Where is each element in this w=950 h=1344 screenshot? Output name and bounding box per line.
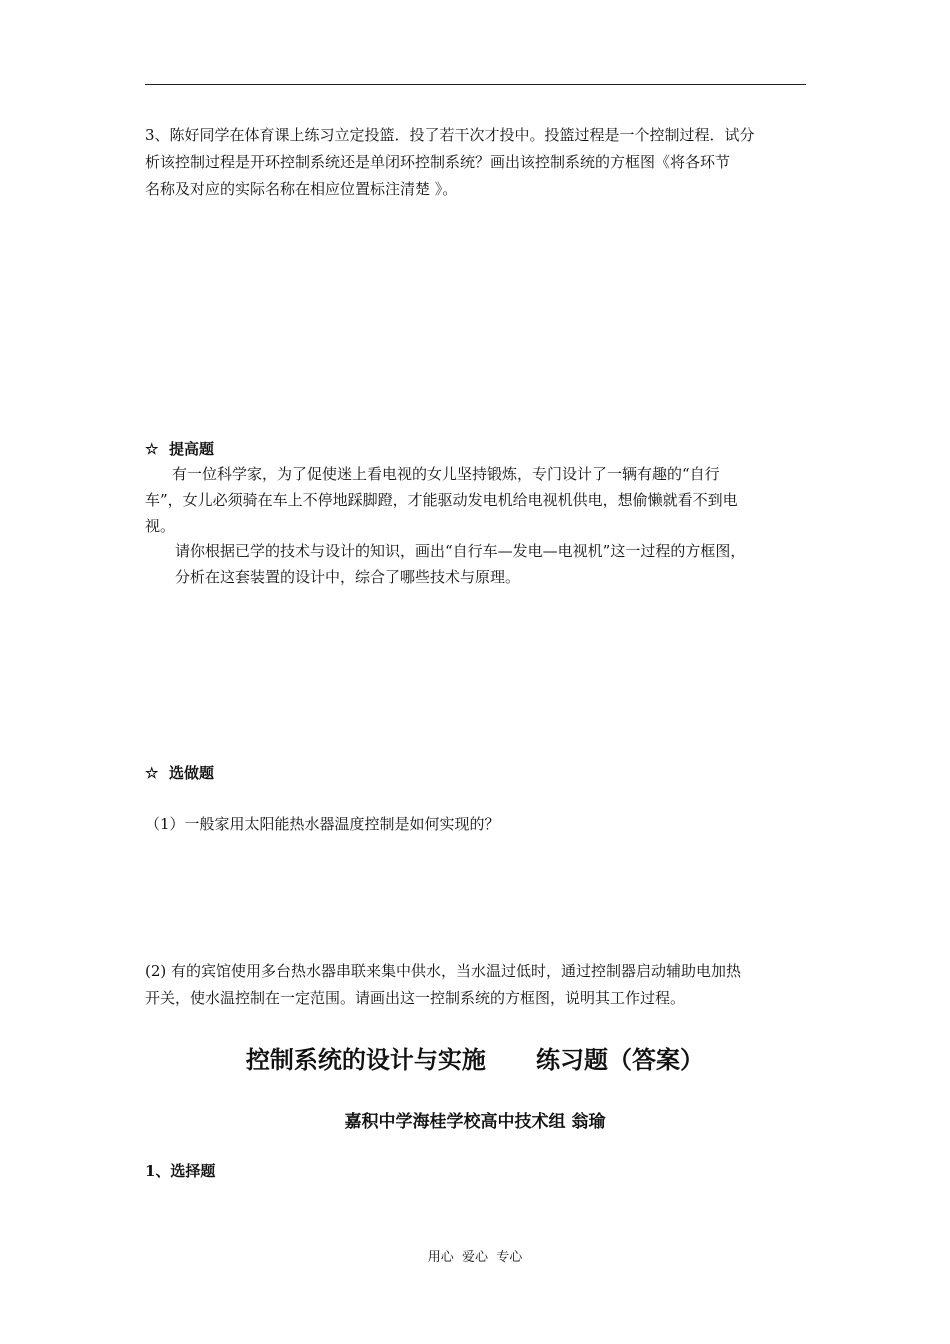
optional-q2-line-2: 开关，使水温控制在一定范围。请画出这一控制系统的方框图，说明其工作过程。 (145, 989, 686, 1007)
header-rule (145, 84, 806, 85)
q3-line-3: 名称及对应的实际名称在相应位置标注清楚 》。 (145, 180, 458, 198)
improve-line-1: 有一位科学家，为了促使迷上看电视的女儿坚持锻炼，专门设计了一辆有趣的“自行 (172, 465, 720, 483)
answer-author: 嘉积中学海桂学校高中技术组 翁瑜 (344, 1112, 606, 1132)
improve-line-2: 车”，女儿必须骑在车上不停地踩脚蹬，才能驱动发电机给电视机供电，想偷懒就看不到电 (145, 491, 738, 509)
optional-q1: （1）一般家用太阳能热水器温度控制是如何实现的？ (145, 815, 500, 833)
improve-line-4: 请你根据已学的技术与设计的知识，画出“自行车—发电—电视机”这一过程的方框图， (175, 542, 746, 560)
q3-line-2: 析该控制过程是开环控制系统还是单闭环控制系统？画出该控制系统的方框图《将各环节 (145, 153, 731, 171)
improve-heading-text: 提高题 (169, 440, 215, 458)
optional-heading-text: 选做题 (169, 764, 215, 782)
optional-q2-line-1: (2) 有的宾馆使用多台热水器串联来集中供水，当水温过低时，通过控制器启动辅助电加热 (145, 962, 742, 980)
star-icon: ☆ (145, 764, 159, 782)
answer-title: 控制系统的设计与实施 练习题（答案） (245, 1045, 705, 1074)
improve-line-5: 分析在这套装置的设计中，综合了哪些技术与原理。 (175, 568, 521, 586)
star-icon: ☆ (145, 440, 159, 458)
q3-line-1: 3、陈好同学在体育课上练习立定投篮．投了若干次才投中。投篮过程是一个控制过程．试分 (145, 126, 755, 144)
optional-heading (145, 760, 214, 787)
answer-section-1: 1、选择题 (145, 1162, 216, 1180)
improve-heading (145, 436, 214, 463)
improve-line-3: 视。 (145, 517, 176, 535)
page-footer: 用心 爱心 专心 (427, 1250, 523, 1265)
